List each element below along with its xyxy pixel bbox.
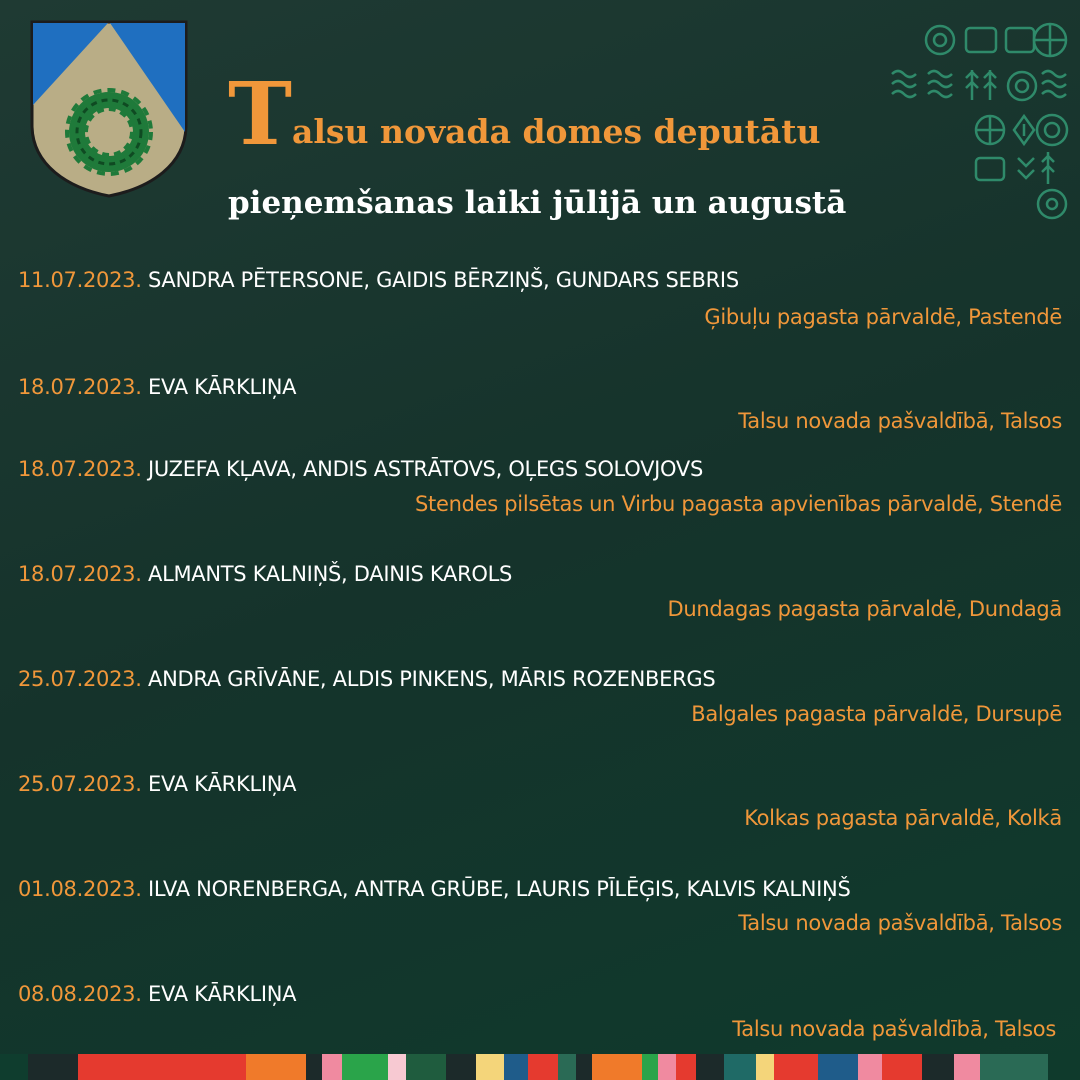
entry-names: EVA KĀRKLIŅA [148, 982, 297, 1006]
title-text: alsu novada domes deputātu [292, 112, 821, 151]
coat-of-arms-icon [30, 20, 188, 198]
entry-date: 18.07.2023. [18, 375, 142, 399]
entry-place: Dundagas pagasta pārvaldē, Dundagā [667, 597, 1062, 621]
entry-names: EVA KĀRKLIŅA [148, 772, 297, 796]
entry-names-2 [18, 375, 296, 399]
entry-names-5 [18, 667, 715, 691]
entry-place: Balgales pagasta pārvaldē, Dursupē [691, 702, 1062, 726]
entry-place: Talsu novada pašvaldībā, Talsos [738, 409, 1062, 433]
entry-names: EVA KĀRKLIŅA [148, 375, 297, 399]
entry-place: Kolkas pagasta pārvaldē, Kolkā [744, 806, 1062, 830]
entry-date: 18.07.2023. [18, 457, 142, 481]
entry-date: 25.07.2023. [18, 772, 142, 796]
entry-names-3 [18, 457, 703, 481]
entry-names-4 [18, 562, 512, 586]
entry-names-6 [18, 772, 296, 796]
ethnographic-pattern-icon [862, 12, 1072, 222]
entry-place: Ģibuļu pagasta pārvaldē, Pastendē [704, 305, 1062, 329]
entry-date: 18.07.2023. [18, 562, 142, 586]
entry-names: ALMANTS KALNIŅŠ, DAINIS KAROLS [148, 562, 513, 586]
entry-names-7 [18, 877, 851, 901]
entry-names-8 [18, 982, 296, 1006]
entry-date: 25.07.2023. [18, 667, 142, 691]
entry-date: 08.08.2023. [18, 982, 142, 1006]
decorative-stripe-bar [0, 1054, 1080, 1080]
entry-place: Stendes pilsētas un Virbu pagasta apvienības pārvaldē, Stendē [415, 492, 1062, 516]
entry-names: JUZEFA KĻAVA, ANDIS ASTRĀTOVS, OĻEGS SOLOVJOVS [148, 457, 703, 481]
entry-place: Talsu novada pašvaldībā, Talsos [738, 911, 1062, 935]
title-initial: T [228, 64, 292, 165]
page-title [228, 64, 821, 165]
entry-names-1 [18, 268, 739, 292]
entry-names: SANDRA PĒTERSONE, GAIDIS BĒRZIŅŠ, GUNDARS SEBRIS [148, 268, 739, 292]
page-subtitle: pieņemšanas laiki jūlijā un augustā [228, 185, 847, 221]
entry-place: Talsu novada pašvaldībā, Talsos [732, 1017, 1056, 1041]
entry-names: ILVA NORENBERGA, ANTRA GRŪBE, LAURIS PĪLĒĢIS, KALVIS KALNIŅŠ [148, 877, 851, 901]
entry-date: 11.07.2023. [18, 268, 142, 292]
entry-date: 01.08.2023. [18, 877, 142, 901]
entry-names: ANDRA GRĪVĀNE, ALDIS PINKENS, MĀRIS ROZENBERGS [148, 667, 716, 691]
